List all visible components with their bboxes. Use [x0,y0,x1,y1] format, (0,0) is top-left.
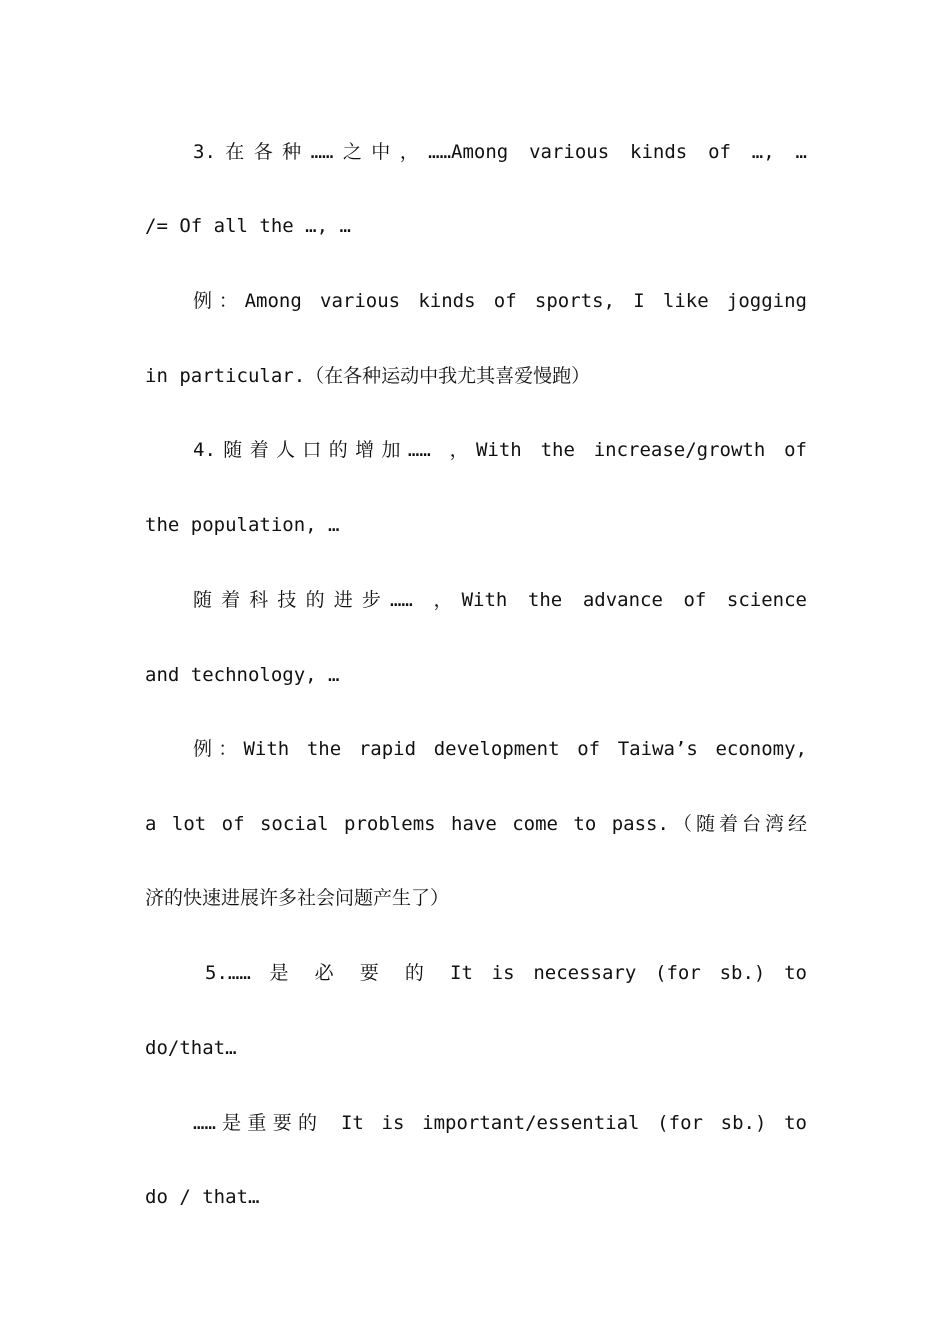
text-line-14: ……是重要的 It is important/essential (for sb.) to [193,1112,807,1134]
text-line-13: do/that… [145,1037,237,1059]
text-line-4: in particular.（在各种运动中我尤其喜爱慢跑） [145,365,591,387]
text-line-12: 5.…… 是 必 要 的 It is necessary (for sb.) to [205,962,807,984]
text-line-2: /= Of all the …, … [145,215,351,237]
text-line-15: do / that… [145,1186,260,1208]
text-line-7: 随着科技的进步…… ，With the advance of science [193,589,807,611]
text-line-10: a lot of social problems have come to pass.（随着台湾经 [145,813,807,835]
text-line-3: 例：Among various kinds of sports, I like jogging [193,290,807,312]
text-line-11: 济的快速进展许多社会问题产生了） [145,887,450,909]
text-line-1: 3.在各种……之中，……Among various kinds of …, … [193,141,807,163]
text-line-5: 4.随着人口的增加…… ，With the increase/growth of [193,439,807,461]
text-line-8: and technology, … [145,664,340,686]
text-line-9: 例：With the rapid development of Taiwa’s economy, [193,738,807,760]
text-line-6: the population, … [145,514,340,536]
